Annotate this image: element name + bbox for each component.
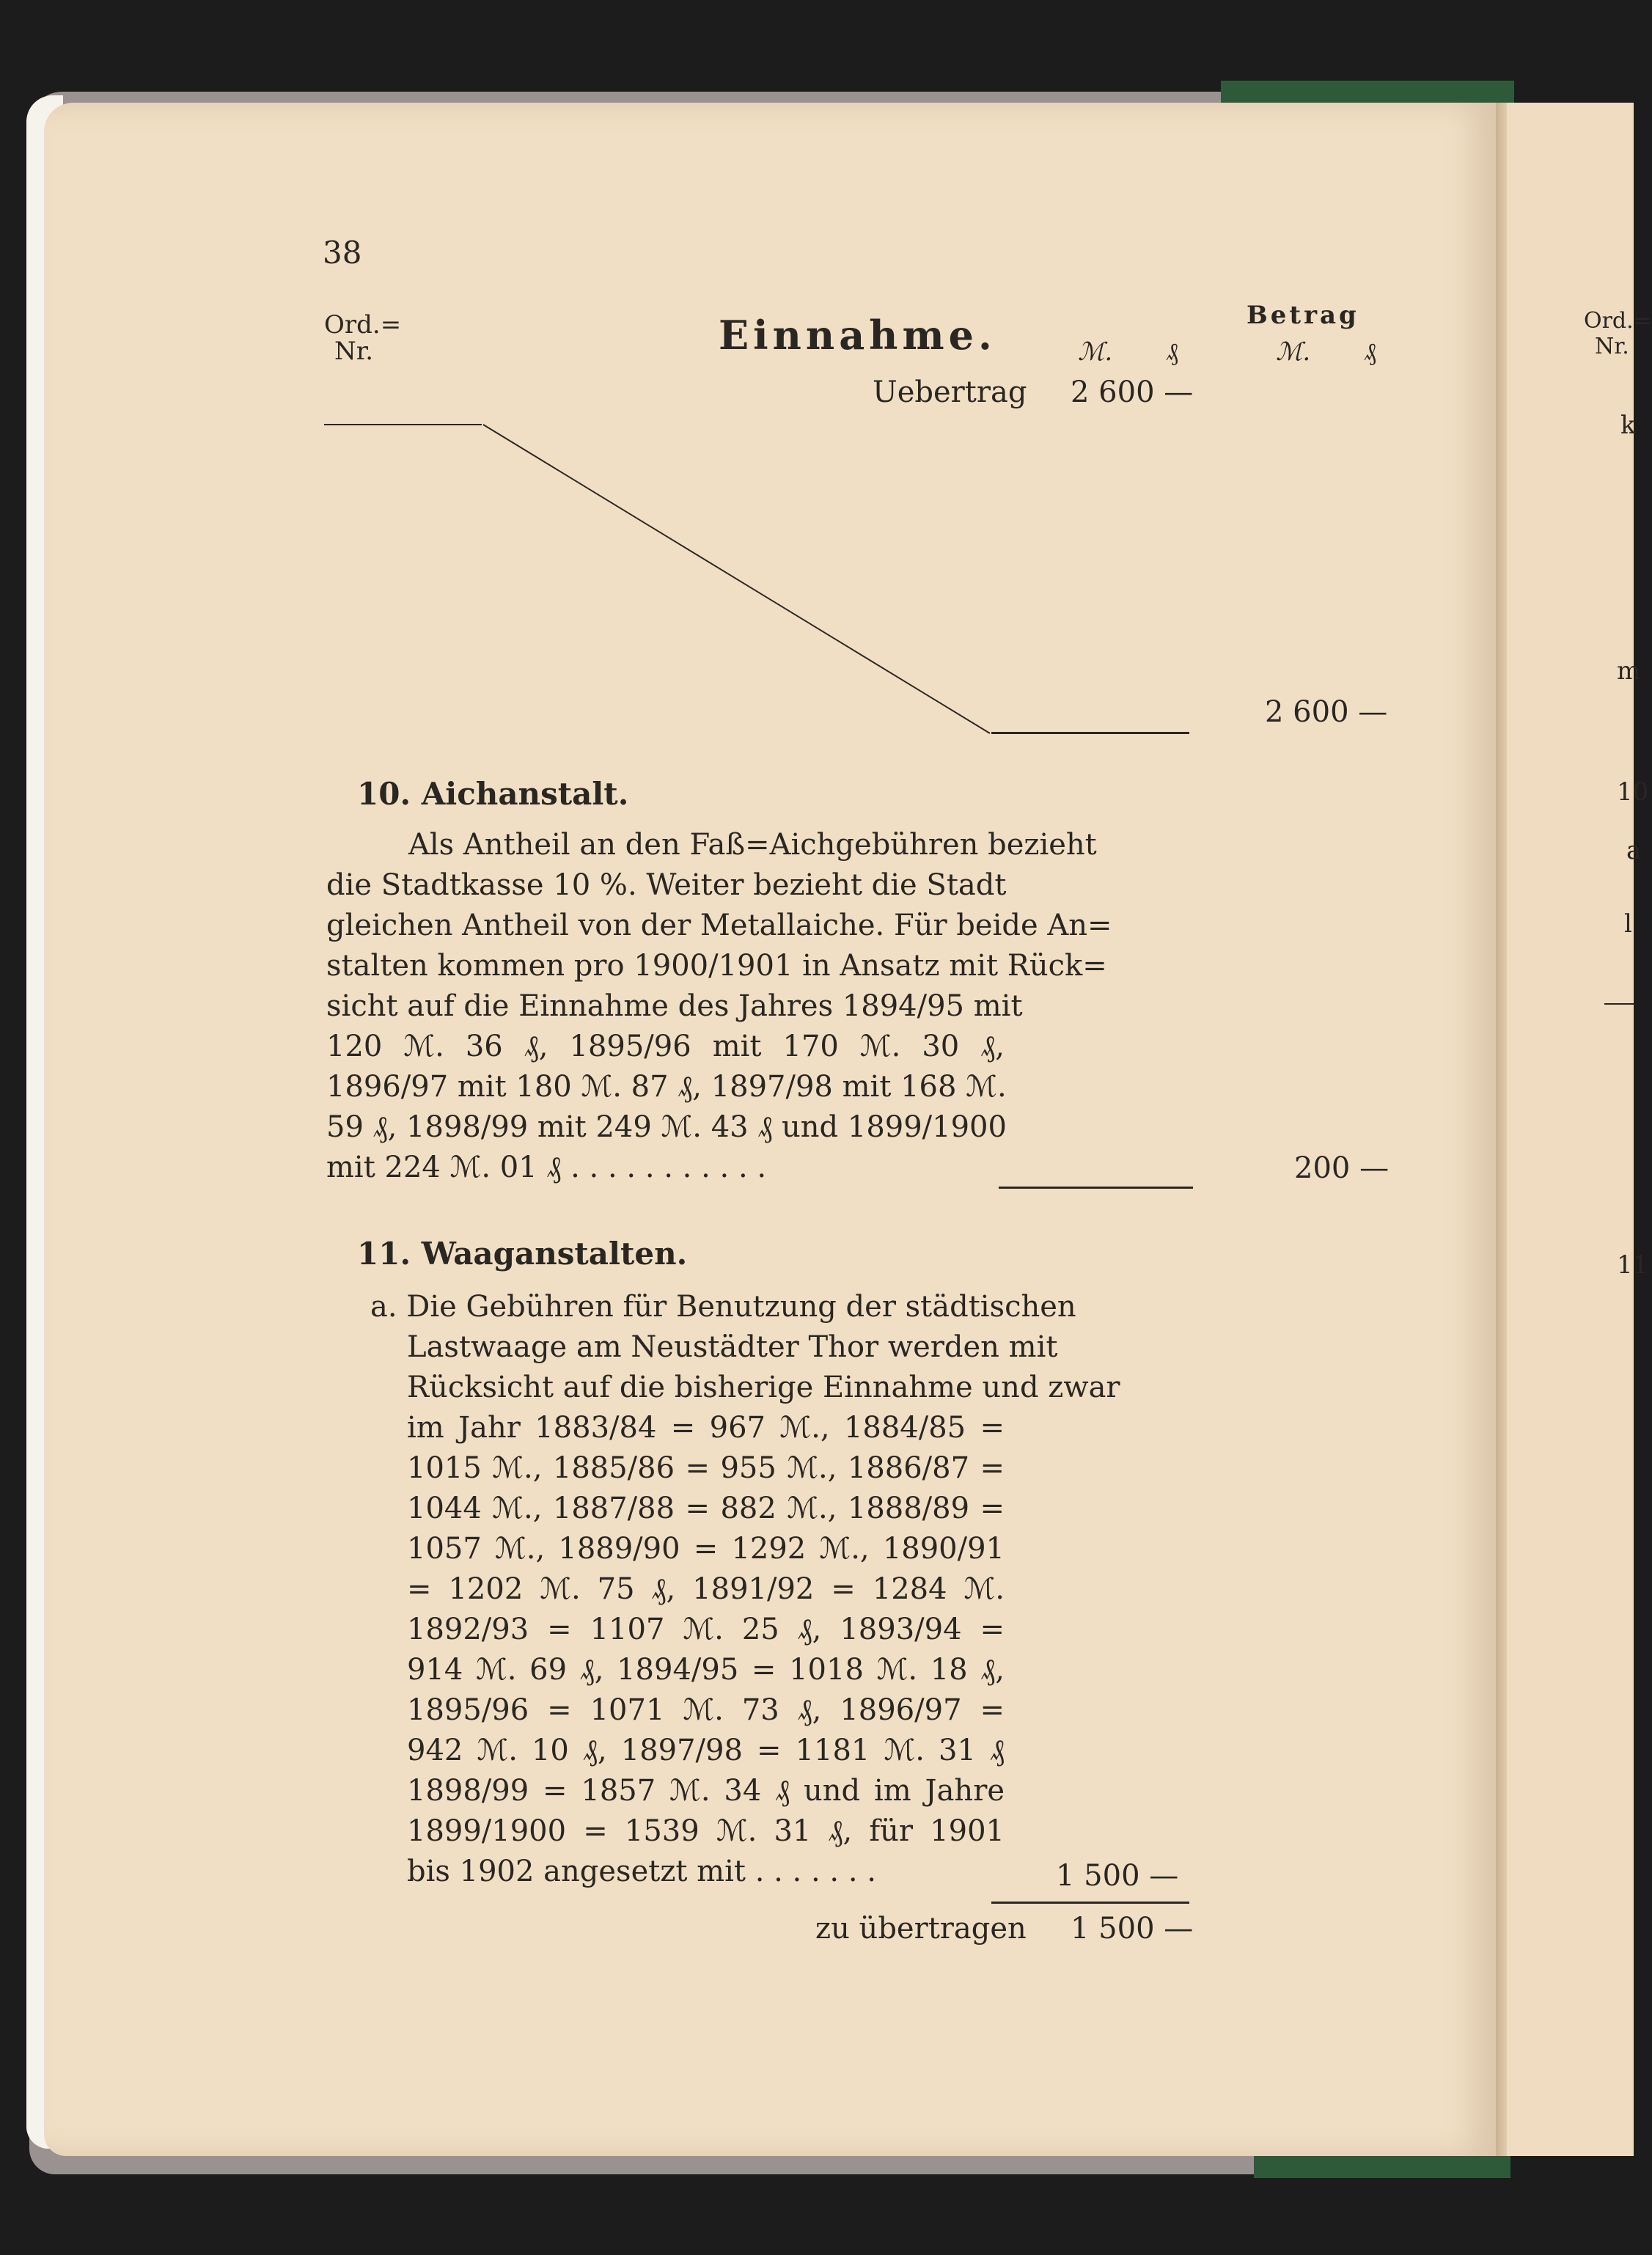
section11-line: 1044 ℳ., 1887/88 = 882 ℳ., 1888/89 = bbox=[407, 1492, 1005, 1525]
facing-fragment-10: 10 bbox=[1617, 777, 1649, 807]
left-rule bbox=[324, 424, 482, 425]
carry-forward-label: zu übertragen bbox=[815, 1912, 1027, 1946]
section11-line: bis 1902 angesetzt mit . . . . . . . bbox=[407, 1855, 876, 1888]
section11-line: 1892/93 = 1107 ℳ. 25 ₰, 1893/94 = bbox=[407, 1613, 1005, 1646]
facing-fragment-l: l bbox=[1624, 909, 1632, 939]
page-number: 38 bbox=[323, 235, 362, 271]
section11-line: 1057 ℳ., 1889/90 = 1292 ℳ., 1890/91 bbox=[407, 1532, 1005, 1566]
section10-line: 1896/97 mit 180 ℳ. 87 ₰, 1897/98 mit 168 ℳ. bbox=[326, 1070, 1007, 1104]
section10-line: gleichen Antheil von der Metallaiche. Für beide An= bbox=[326, 909, 1112, 942]
betrag-pf-label: ₰ bbox=[1364, 337, 1376, 367]
section11-line: 1898/99 = 1857 ℳ. 34 ₰ und im Jahre bbox=[407, 1774, 1005, 1808]
betrag-mark-label: ℳ. bbox=[1276, 337, 1311, 367]
section10-line: die Stadtkasse 10 %. Weiter bezieht die Stadt bbox=[326, 868, 1007, 902]
facing-fragment-11: 11 bbox=[1617, 1250, 1649, 1280]
facing-rule bbox=[1604, 1003, 1634, 1005]
facing-fragment-a: a bbox=[1626, 836, 1642, 865]
section11-line: 914 ℳ. 69 ₰, 1894/95 = 1018 ℳ. 18 ₰, bbox=[407, 1653, 1005, 1687]
betrag-label: Betrag bbox=[1247, 301, 1359, 330]
section11-line: = 1202 ℳ. 75 ₰, 1891/92 = 1284 ℳ. bbox=[407, 1572, 1005, 1606]
section10-line: 59 ₰, 1898/99 mit 249 ℳ. 43 ₰ und 1899/1900 bbox=[326, 1110, 1007, 1144]
green-cover-strip-top bbox=[1221, 81, 1514, 103]
col-pf-label: ₰ bbox=[1166, 337, 1178, 367]
section11-line: Lastwaage am Neustädter Thor werden mit bbox=[407, 1330, 1058, 1364]
section11-line: Rücksicht auf die bisherige Einnahme und zwar bbox=[407, 1371, 1120, 1404]
section11-heading: 11. Waaganstalten. bbox=[357, 1236, 688, 1272]
facing-nr-label: Nr. bbox=[1595, 334, 1629, 359]
section10-heading: 10. Aichanstalt. bbox=[357, 776, 629, 812]
ord-nr-label bbox=[324, 312, 401, 364]
ord-nr-line2: Nr. bbox=[334, 337, 374, 366]
section10-line: Als Antheil an den Faß=Aichgebühren bezieht bbox=[408, 828, 1097, 862]
page-title: Einnahme. bbox=[719, 312, 996, 359]
section10-line: 120 ℳ. 36 ₰, 1895/96 mit 170 ℳ. 30 ₰, bbox=[326, 1030, 1005, 1063]
carry-forward-amount: 1 500 — bbox=[1071, 1912, 1194, 1946]
facing-page bbox=[1507, 103, 1634, 2156]
section10-rule bbox=[999, 1187, 1193, 1189]
uebertrag-label: Uebertrag bbox=[873, 375, 1027, 409]
section10-paragraph bbox=[326, 825, 1112, 1188]
ord-nr-line1: Ord.= bbox=[324, 310, 402, 340]
subtotal-rule bbox=[991, 732, 1189, 734]
facing-ord-label: Ord.= bbox=[1584, 308, 1652, 334]
carry-rule bbox=[991, 1902, 1189, 1904]
section11-line: 1015 ℳ., 1885/86 = 955 ℳ., 1886/87 = bbox=[407, 1451, 1005, 1485]
section11-line: im Jahr 1883/84 = 967 ℳ., 1884/85 = bbox=[407, 1411, 1005, 1445]
section10-line: stalten kommen pro 1900/1901 in Ansatz mit Rück= bbox=[326, 949, 1107, 983]
facing-fragment-m: m bbox=[1617, 656, 1641, 686]
section10-line: sicht auf die Einnahme des Jahres 1894/95 mit bbox=[326, 989, 1023, 1023]
col-mark-label: ℳ. bbox=[1078, 337, 1113, 367]
facing-fragment-k: k bbox=[1620, 411, 1636, 440]
section11-line: a. Die Gebühren für Benutzung der städtischen bbox=[370, 1290, 1076, 1324]
diagonal-strike-line bbox=[480, 422, 994, 737]
section11-line: 1895/96 = 1071 ℳ. 73 ₰, 1896/97 = bbox=[407, 1693, 1005, 1727]
section10-line: mit 224 ℳ. 01 ₰ . . . . . . . . . . . bbox=[326, 1151, 767, 1184]
uebertrag-amount: 2 600 — bbox=[1071, 375, 1194, 409]
section11-amount: 1 500 — bbox=[1056, 1859, 1179, 1893]
section11-line: 942 ℳ. 10 ₰, 1897/98 = 1181 ℳ. 31 ₰ bbox=[407, 1734, 1005, 1767]
total-after-uebertrag: 2 600 — bbox=[1265, 695, 1388, 729]
section10-amount: 200 — bbox=[1294, 1151, 1389, 1185]
section11-line: 1899/1900 = 1539 ℳ. 31 ₰, für 1901 bbox=[407, 1814, 1005, 1848]
